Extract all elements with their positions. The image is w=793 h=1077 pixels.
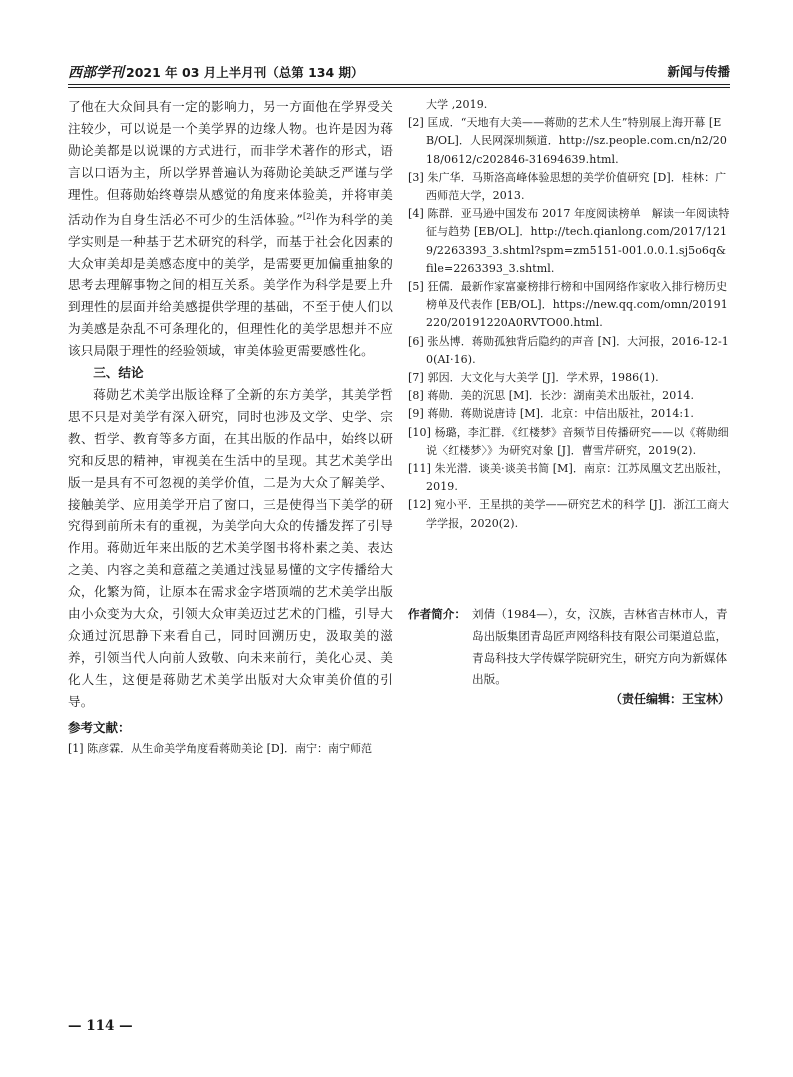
header-divider-thin xyxy=(68,87,730,88)
reference-item: 大学 ,2019. xyxy=(426,98,488,111)
author-bio-text: 刘倩（1984—），女，汉族，吉林省吉林市人，青岛出版集团青岛匠声网络科技有限公司渠道总监，青岛科技大学传媒学院研究生，研究方向为新媒体出版。 xyxy=(472,607,728,687)
reference-item: [2] 匡成．“天地有大美——蒋勋的艺术人生”特别展上海开幕 [EB/OL]．人民网深圳频道．http://sz.people.com.cn/n2/2018/0612/c202846-31694639.html. xyxy=(408,116,727,166)
journal-logo: 西部学刊 xyxy=(68,65,124,81)
citation-marker: [2] xyxy=(302,211,315,221)
section-name: 新闻与传播 xyxy=(667,64,730,79)
page-number: — 114 — xyxy=(68,1018,133,1034)
running-header xyxy=(68,60,730,82)
author-bio-label: 作者简介： xyxy=(408,607,466,621)
right-column xyxy=(408,96,730,533)
paragraph: 蒋勋艺术美学出版诠释了全新的东方美学，其美学哲思不只是对美学有深入研究，同时也涉及文学、史学、宗教、哲学、教育等多方面，在其出版的作品中，始终以研究和反思的精神，审视美在生活中的呈现。其艺术美学出版一是具有不可忽视的美学价值，二是为大众了解美学、接触美学、应用美学开启了窗口，三是使得当下美学的研究得到前所未有的重视，为美学向大众的传播发挥了引导作用。蒋勋近年来出版的艺术美学图书将朴素之美、表达之美、内容之美和意蕴之美通过浅显易懂的文字传播给大众，化繁为简，让原本在需求金字塔顶端的艺术美学出版由小众变为大众，引领大众审美迈过艺术的门槛，引导大众通过沉思静下来看自己，同时回溯历史，汲取美的滋养，引领当代人向前人致敬、向未来前行，美化心灵、美化人生，这便是蒋勋艺术美学出版对大众审美价值的引导。 xyxy=(68,386,393,709)
author-bio xyxy=(408,604,730,691)
reference-item: [3] 朱广华．马斯洛高峰体验思想的美学价值研究 [D]．桂林：广西师范大学，2013. xyxy=(408,170,727,203)
reference-item: [7] 郭因．大文化与大美学 [J]．学术界，1986(1). xyxy=(408,371,659,385)
issue-info: 2021 年 03 月上半月刊（总第 134 期） xyxy=(126,65,364,80)
section-heading: 三、结论 xyxy=(93,365,144,381)
responsible-editor: （责任编辑：王宝林） xyxy=(609,692,730,706)
left-column xyxy=(68,96,393,713)
references-title: 参考文献： xyxy=(68,720,131,735)
reference-item: [1] 陈彦霖．从生命美学角度看蒋勋美论 [D]．南宁：南宁师范 xyxy=(68,742,372,755)
reference-item: [8] 蒋勋．美的沉思 [M]．长沙：湖南美术出版社，2014. xyxy=(408,389,695,403)
reference-item: [10] 杨璐，李汇群．《红楼梦》音频节目传播研究——以《蒋勋细说〈红楼梦〉》为研究对象 [J]．曹雪芹研究，2019(2). xyxy=(408,425,729,457)
journal-info xyxy=(68,62,364,82)
reference-item: [4] 陈群．亚马逊中国发布 2017 年度阅读榜单 解读一年阅读特征与趋势 [EB/OL]．http://tech.qianlong.com/2017/1219/2263393_3.shtml?spm=zm5151-001.0.0.1.sj5o6q&file=2263393_3.shtml. xyxy=(408,207,730,275)
reference-item: [9] 蒋勋．蒋勋说唐诗 [M]．北京：中信出版社，2014:1. xyxy=(408,407,694,421)
reference-item: [12] 宛小平．王星拱的美学——研究艺术的科学 [J]．浙江工商大学学报，2020(2). xyxy=(408,498,729,530)
reference-item: [6] 张丛博．蒋勋孤独背后隐约的声音 [N]．大河报，2016-12-10(AI·16). xyxy=(408,334,729,366)
reference-item: [11] 朱光潜．谈美·谈美书简 [M]．南京：江苏凤凰文艺出版社，2019. xyxy=(408,462,729,494)
paragraph: 了他在大众间具有一定的影响力，另一方面他在学界受关注较少，可以说是一个美学界的边缘人物。也许是因为蒋勋论美都是以说课的方式进行，而非学术著作的形式，语言以口语为主，所以学界普遍认为蒋勋论美缺乏严谨与学理性。但蒋勋始终尊崇从感觉的角度来体验美，并将审美活动作为自身生活必不可少的生活体验。”[2]作为科学的美学实则是一种基于艺术研究的科学，而基于社会化因素的大众审美却是美感态度中的美学，是需要更加偏重抽象的思考去理解事物之间的相互关系。美学作为科学是要上升到理性的层面并给美感提供学理的基础，不至于使人们以为美感是杂乱不可条理化的，但理性化的美学思想并不应该只局限于理性的经验领域，审美体验更需要感性化。 xyxy=(68,99,393,359)
reference-item: [5] 狂儒．最新作家富豪榜排行榜和中国网络作家收入排行榜历史榜单及代表作 [EB/OL]．https://new.qq.com/omn/20191220/20191220A0RVTO00.html. xyxy=(408,280,728,330)
header-divider xyxy=(68,84,730,85)
